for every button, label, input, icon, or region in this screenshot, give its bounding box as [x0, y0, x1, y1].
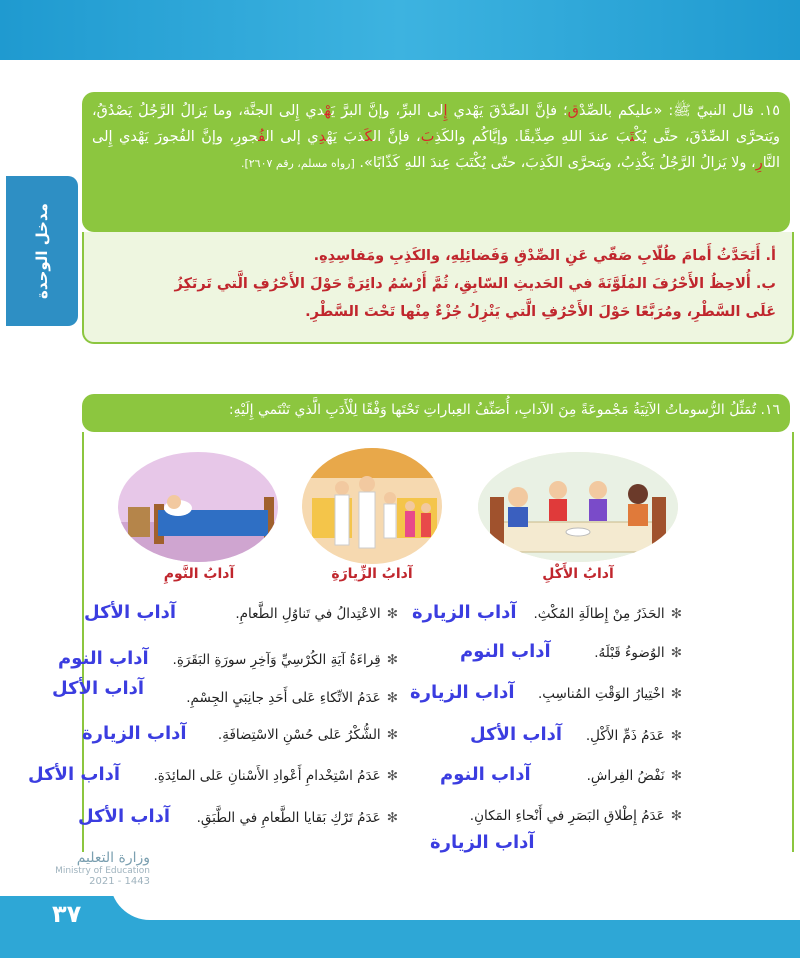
hadith-segment: جورِ، وإنَّ الفُجورَ يَهْدي إِلى النَّا [92, 129, 780, 171]
list-item: ✻الشُّكْرُ عَلى حُسْنِ الاسْتِضافَةِ. [217, 727, 398, 743]
list-item: ✻عَدَمُ تَرْكِ بَقايا الطَّعامِ في الطَّبَقِ. [196, 810, 398, 826]
handwritten-answer: آداب الزيارة [82, 723, 187, 744]
ministry-logo-year: 2021 - 1443 [89, 876, 150, 887]
hadith-segment: ، فإنَّ ال [372, 129, 421, 145]
item-text: نَفْضُ الفِراشِ. [586, 768, 665, 784]
item-text: عَدَمُ تَرْكِ بَقايا الطَّعامِ في الطَّبَقِ. [196, 810, 381, 826]
hadith-segment: لى البرِّ، وإنَّ البرَّ يَ [331, 103, 444, 119]
colored-letter: ق [567, 103, 579, 119]
item-text: قِراءَةُ آيَةِ الكُرْسِيِّ وَآخِرِ سورَةِ البَقَرَةِ. [172, 652, 381, 668]
handwritten-answer: آداب النوم [440, 764, 531, 785]
handwritten-answer: آداب النوم [58, 648, 149, 669]
sleeping-child-image [118, 452, 278, 562]
question-b-line-1: ب. أُلاحِظُ الأَحْرُفَ المُلَوَّنَةَ في الحَديثِ السّابِقِ، ثُمَّ أَرْسُمُ دائِرَةً حَوْلَ الأَحْرُفِ الَّتي تَرتَكِزُ [174, 276, 776, 292]
item-text: عَدَمُ اسْتِخْدامِ أَعْوادِ الأَسْنانِ عَلى المائِدَةِ. [153, 768, 381, 784]
colored-letter: بَ [420, 129, 435, 145]
list-item: ✻اخْتِيارُ الوَقْتِ المُناسِبِ. [537, 686, 682, 702]
list-item: ✻عَدَمُ اسْتِخْدامِ أَعْوادِ الأَسْنانِ عَلى المائِدَةِ. [153, 768, 398, 784]
colored-letter: هْ [324, 103, 332, 119]
handwritten-answer: آداب الزيارة [430, 832, 535, 853]
colored-letter: كَ [364, 129, 373, 145]
item-text: الوُضوءُ قَبْلَهُ. [594, 645, 665, 661]
handwritten-answer: آداب الأكل [78, 806, 171, 827]
picture-label-sleep: آدابُ النَّومِ [163, 566, 235, 582]
exercise-15-number: ١٥. [759, 103, 781, 119]
colored-letter: رِ [755, 155, 763, 171]
list-item: ✻قِراءَةُ آيَةِ الكُرْسِيِّ وَآخِرِ سورَةِ البَقَرَةِ. [172, 652, 398, 668]
list-item: ✻عَدَمُ إِطْلاقِ البَصَرِ في أَنْحاءِ المَكانِ. [469, 808, 682, 824]
top-banner [0, 0, 800, 60]
ministry-logo-arabic: وزارة التعليم [76, 850, 150, 866]
unit-side-tab-label: مدخل الوحدة [33, 203, 52, 299]
handwritten-answer: آداب الأكل [28, 764, 121, 785]
item-text: عَدَمُ إِطْلاقِ البَصَرِ في أَنْحاءِ المَكانِ. [469, 808, 665, 824]
handwritten-answer: آداب الأكل [470, 724, 563, 745]
hadith-segment: بَ عندَ اللهِ صِدِّيقًا. وإيَّاكُم والكَذِ [434, 129, 631, 145]
handwritten-answer: آداب الزيارة [410, 682, 515, 703]
hadith-text [92, 98, 780, 177]
hadith-segment: ، ولا يَزالُ الرَّجُلُ يَكْذِبُ، ويَتحرَّى الكَذِبَ، حتّى يُكْتَبَ عِندَ اللهِ كَذّابًا». [359, 155, 756, 171]
family-visit-image [302, 448, 442, 564]
hadith-segment: ذبَ يَهْ [326, 129, 365, 145]
handwritten-answer: آداب الأكل [52, 678, 145, 699]
hadith-segment: قال النبيّ ﷺ: «عليكم بالصِّدْ [578, 103, 754, 119]
picture-label-visit: آدابُ الزِّيارَةِ [331, 566, 413, 582]
item-text: عَدَمُ الاتِّكاءِ عَلى أَحَدِ جانِبَيِ الجِسْمِ. [186, 690, 381, 706]
colored-letter: فُ [257, 129, 266, 145]
colored-letter: تَ [630, 129, 635, 145]
ministry-logo [40, 850, 150, 887]
list-item: ✻الوُضوءُ قَبْلَهُ. [594, 645, 682, 661]
unit-side-tab-label-wrap [6, 176, 78, 326]
hadith-source: [رواه مسلم، رقم ٢٦٠٧]. [240, 157, 355, 170]
list-item: ✻عَدَمُ الاتِّكاءِ عَلى أَحَدِ جانِبَيِ الجِسْمِ. [186, 690, 398, 706]
list-item: ✻نَفْضُ الفِراشِ. [586, 768, 682, 784]
handwritten-answer: آداب النوم [460, 641, 551, 662]
item-text: الشُّكْرُ عَلى حُسْنِ الاسْتِضافَةِ. [217, 727, 381, 743]
hadith-segment: ؛ فإنَّ الصِّدْقَ يَهْدي [447, 103, 568, 119]
list-item: ✻عَدَمُ ذَمِّ الأَكْلِ. [585, 728, 682, 744]
colored-letter: دِ [318, 129, 327, 145]
hadith-segment: ي إلى ال [265, 129, 319, 145]
bottom-banner-curve [110, 880, 800, 920]
list-item: ✻الحَذَرُ مِنْ إِطالَةِ المُكْثِ. [533, 606, 682, 622]
picture-label-eating: آدابُ الأَكْلِ [542, 566, 614, 582]
list-item: ✻الاعْتِدالُ في تَناوُلِ الطَّعامِ. [235, 606, 398, 622]
handwritten-answer: آداب الأكل [84, 602, 177, 623]
item-text: الاعْتِدالُ في تَناوُلِ الطَّعامِ. [235, 606, 381, 622]
questions-list [96, 242, 776, 326]
colored-letter: إِ [443, 103, 448, 119]
hadith-segment: دي إِلى الجنَّة، وما يَزالُ الرَّجُلُ يَصْدُقُ، ويَتحرَّى الصِّدْقَ، حتَّى يُكْ [92, 103, 781, 145]
exercise-16-prompt: ١٦. تُمَثِّلُ الرُّسوماتُ الآتِيَةُ مَجْموعَةً مِنَ الآدابِ، أُصَنِّفُ العِباراتِ تَحْتَها وَفْقًا لِلْأَدَبِ الَّذي تَنْتَمي إِلَيْهِ: [228, 402, 780, 418]
item-text: عَدَمُ ذَمِّ الأَكْلِ. [585, 728, 665, 744]
question-a: أ. أَتَحَدَّثُ أَمامَ طُلّابِ صَفّي عَنِ الصِّدْقِ وَفَضائِلِهِ، والكَذِبِ ومَفاسِدِهِ. [313, 248, 776, 264]
handwritten-answer: آداب الزيارة [412, 602, 517, 623]
item-text: اخْتِيارُ الوَقْتِ المُناسِبِ. [537, 686, 665, 702]
item-text: الحَذَرُ مِنْ إِطالَةِ المُكْثِ. [533, 606, 665, 622]
ministry-logo-english: Ministry of Education [55, 866, 150, 876]
page-number: ٣٧ [52, 900, 82, 928]
question-b-line-2: عَلَى السَّطْرِ، ومُرَبَّعًا حَوْلَ الأَحْرُفِ الَّتي يَنْزِلُ جُزْءٌ مِنْها تَحْتَ السَّطْرِ. [305, 304, 776, 320]
family-eating-image [478, 452, 678, 562]
